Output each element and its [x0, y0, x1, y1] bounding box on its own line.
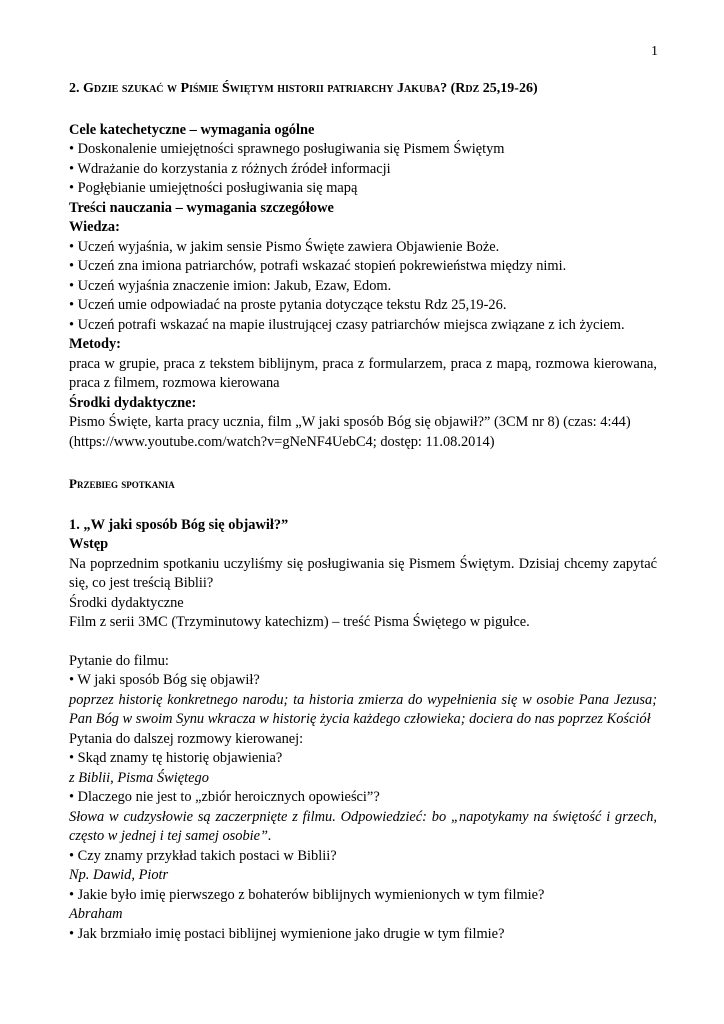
answer-text: Abraham [69, 906, 123, 922]
answer-text: poprzez historię konkretnego narodu; ta historia zmierza do wypełnienia się w osobie Pana Jezusa; Pan Bóg w swoim Synu wkracza w historię życia każdego człowieka; dociera do nas poprzez Kościół [69, 691, 657, 727]
document-title: 2. Gdzie szukać w Piśmie Świętym historii patriarchy Jakuba? (Rdz 25,19-26) [69, 81, 538, 96]
answer-text: Słowa w cudzysłowie są zaczerpnięte z filmu. Odpowiedzieć: bo „napotykamy na świętość i grzech, często w jednej i tej samej osobie”. [69, 808, 657, 844]
intro-text: Na poprzednim spotkaniu uczyliśmy się posługiwania się Pismem Świętym. Dzisiaj chcemy zapytać się, co jest treścią Biblii? [69, 555, 657, 591]
question-item: • Czy znamy przykład takich postaci w Biblii? [69, 847, 337, 864]
methods-heading: Metody: [69, 336, 121, 352]
knowledge-item: • Uczeń umie odpowiadać na proste pytania dotyczące tekstu Rdz 25,19-26. [69, 297, 507, 313]
question-item: • Jak brzmiało imię postaci biblijnej wymienione jako drugie w tym filmie? [69, 925, 505, 942]
answer-text: z Biblii, Pisma Świętego [69, 769, 209, 786]
knowledge-item: • Uczeń zna imiona patriarchów, potrafi wskazać stopień pokrewieństwa między nimi. [69, 258, 567, 274]
methods-text: praca w grupie, praca z tekstem biblijnym, praca z formularzem, praca z mapą, rozmowa kierowana, praca z filmem, rozmowa kierowana [69, 355, 657, 391]
teaching-aids-heading: Środki dydaktyczne: [69, 394, 197, 411]
question-item: • W jaki sposób Bóg się objawił? [69, 672, 260, 688]
general-goal-item: • Doskonalenie umiejętności sprawnego posługiwania się Pismem Świętym [69, 141, 505, 157]
teaching-aids-link: (https://www.youtube.com/watch?v=gNeNF4UebC4; dostęp: 11.08.2014) [69, 433, 495, 450]
question-item: • Skąd znamy tę historię objawienia? [69, 750, 283, 766]
meeting-course-heading: Przebieg spotkania [69, 476, 175, 491]
aids-label: Środki dydaktyczne [69, 594, 184, 611]
teaching-aids-line: Pismo Święte, karta pracy ucznia, film „W jaki sposób Bóg się objawił?” (3CM nr 8) (czas: 4:44) [69, 414, 631, 430]
question-item: • Jakie było imię pierwszego z bohaterów biblijnych wymienionych w tym filmie? [69, 886, 545, 903]
knowledge-item: • Uczeń potrafi wskazać na mapie ilustrującej czasy patriarchów miejsca związane z ich życiem. [69, 316, 625, 333]
document-content [69, 79, 657, 944]
question-item: • Dlaczego nie jest to „zbiór heroicznych opowieści”? [69, 789, 380, 805]
film-questions-label: Pytanie do filmu: [69, 652, 169, 669]
aids-text: Film z serii 3MC (Trzyminutowy katechizm) – treść Pisma Świętego w pigułce. [69, 614, 530, 630]
knowledge-item: • Uczeń wyjaśnia, w jakim sensie Pismo Święte zawiera Objawienie Boże. [69, 238, 500, 255]
general-goal-item: • Wdrażanie do korzystania z różnych źródeł informacji [69, 160, 391, 177]
intro-heading: Wstęp [69, 536, 109, 552]
general-goal-item: • Pogłębianie umiejętności posługiwania się mapą [69, 180, 358, 196]
section-heading: 1. „W jaki sposób Bóg się objawił?” [69, 516, 289, 533]
further-questions-label: Pytania do dalszej rozmowy kierowanej: [69, 730, 304, 747]
knowledge-item: • Uczeń wyjaśnia znaczenie imion: Jakub, Ezaw, Edom. [69, 277, 392, 294]
answer-text: Np. Dawid, Piotr [69, 867, 169, 883]
detailed-content-heading: Treści nauczania – wymagania szczegółowe [69, 199, 334, 216]
general-goals-heading: Cele katechetyczne – wymagania ogólne [69, 121, 315, 138]
knowledge-heading: Wiedza: [69, 219, 120, 235]
page-number: 1 [651, 44, 658, 59]
